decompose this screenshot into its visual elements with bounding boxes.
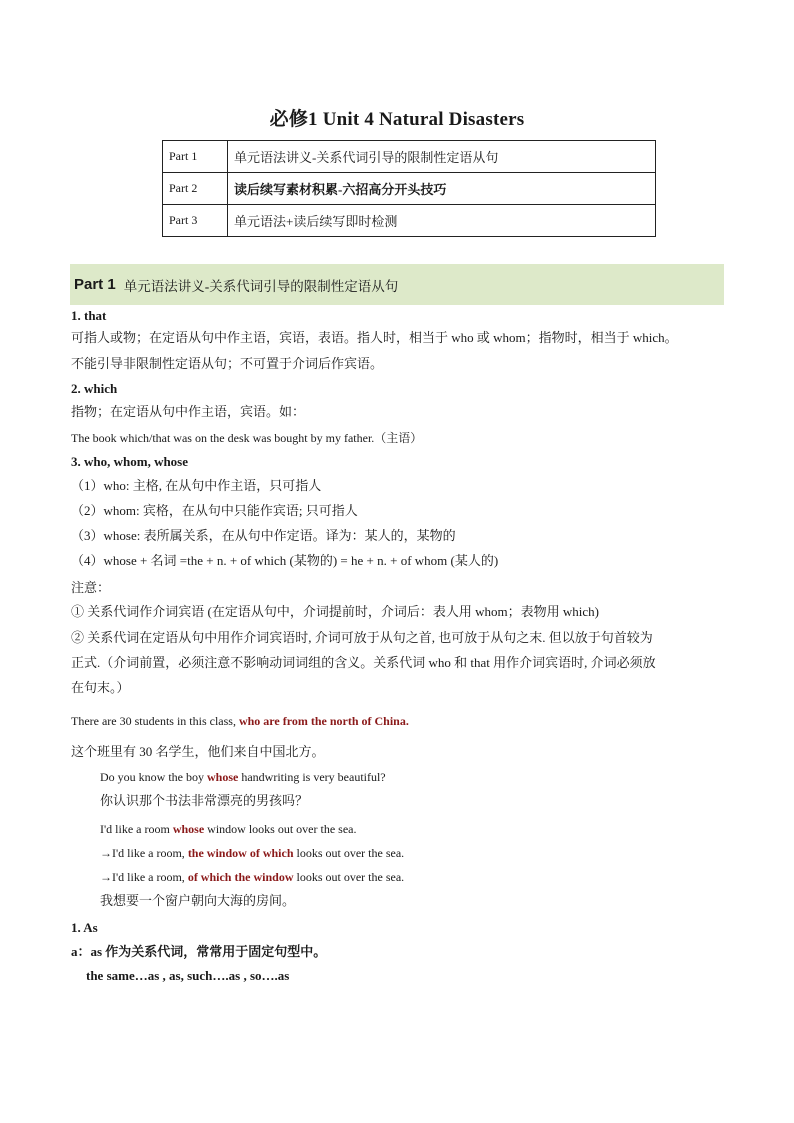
example-text: →I'd like a room, [100,870,188,884]
note-item: ② 关系代词在定语从句中用作介词宾语时, 介词可放于从句之首, 也可放于从句之末. 但以放于句首较为 [71,630,653,645]
example-translation: 这个班里有 30 名学生，他们来自中国北方。 [71,744,325,759]
note-item: 在句末。） [71,680,130,695]
table-row [163,173,656,205]
example-sentence [100,869,404,885]
example-text: window looks out over the sea. [204,822,357,836]
example-text: looks out over the sea. [293,870,405,884]
list-item: （4）whose + 名词 =the + n. + of which (某物的) = he + n. + of whom (某人的) [71,553,499,568]
example-text: There are 30 students in this class, [71,714,239,728]
sentence-pattern: the same…as , as, such….as , so….as [86,968,290,983]
part-number: Part 1 [163,141,228,173]
table-row [163,205,656,237]
example-text: →I'd like a room, [100,846,188,860]
example-translation: 我想要一个窗户朝向大海的房间。 [100,893,296,908]
list-item: （3）whose: 表所属关系，在从句中作定语。译为：某人的，某物的 [71,528,456,543]
heading-who: 3. who, whom, whose [71,454,189,469]
highlighted-clause: of which the window [187,870,294,884]
example-text: handwriting is very beautiful? [238,770,386,784]
section-title: 单元语法讲义-关系代词引导的限制性定语从句 [123,278,399,294]
heading-as: 1. As [71,920,98,935]
example-text: I'd like a room [100,822,173,836]
note-item: 正式.（介词前置，必须注意不影响动词词组的含义。关系代词 who 和 that 用作介词宾语时, 介词必须放 [71,655,656,670]
paragraph: 不能引导非限制性定语从句；不可置于介词后作宾语。 [71,356,384,371]
paragraph: a：as 作为关系代词，常常用于固定句型中。 [71,944,327,959]
page-title: 必修1 Unit 4 Natural Disasters [269,109,525,130]
example-text: looks out over the sea. [293,846,405,860]
heading-that: 1. that [71,308,107,323]
table-row [163,141,656,173]
note-label: 注意： [71,580,111,595]
paragraph: 指物；在定语从句中作主语，宾语。如： [71,404,306,419]
highlighted-clause: who are from the north of China. [238,714,409,728]
note-item: ① 关系代词作介词宾语 (在定语从句中，介词提前时，介词后：表人用 whom；表物用 which) [71,604,599,619]
example-sentence [100,821,356,837]
highlighted-clause: the window of which [187,846,294,860]
contents-table [162,140,656,237]
section-banner [70,264,724,305]
part-description: 单元语法+读后续写即时检测 [228,205,656,237]
example-sentence [100,769,386,785]
section-part-label: Part 1 [74,276,116,293]
part-number: Part 2 [163,173,228,205]
heading-which: 2. which [71,381,118,396]
highlighted-clause: whose [172,822,205,836]
example-sentence [71,713,409,729]
part-description: 单元语法讲义-关系代词引导的限制性定语从句 [228,141,656,173]
example-text: Do you know the boy [100,770,207,784]
example-translation: 你认识那个书法非常漂亮的男孩吗？ [100,793,309,808]
example-sentence: The book which/that was on the desk was bought by my father.（主语） [71,431,423,445]
part-description: 读后续写素材积累-六招高分开头技巧 [228,173,656,205]
part-number: Part 3 [163,205,228,237]
highlighted-clause: whose [207,770,239,784]
example-sentence [100,845,404,861]
list-item: （1）who: 主格, 在从句中作主语，只可指人 [71,478,322,493]
paragraph: 可指人或物；在定语从句中作主语，宾语，表语。指人时，相当于 who 或 whom；指物时，相当于 which。 [71,330,678,345]
list-item: （2）whom: 宾格，在从句中只能作宾语; 只可指人 [71,503,358,518]
